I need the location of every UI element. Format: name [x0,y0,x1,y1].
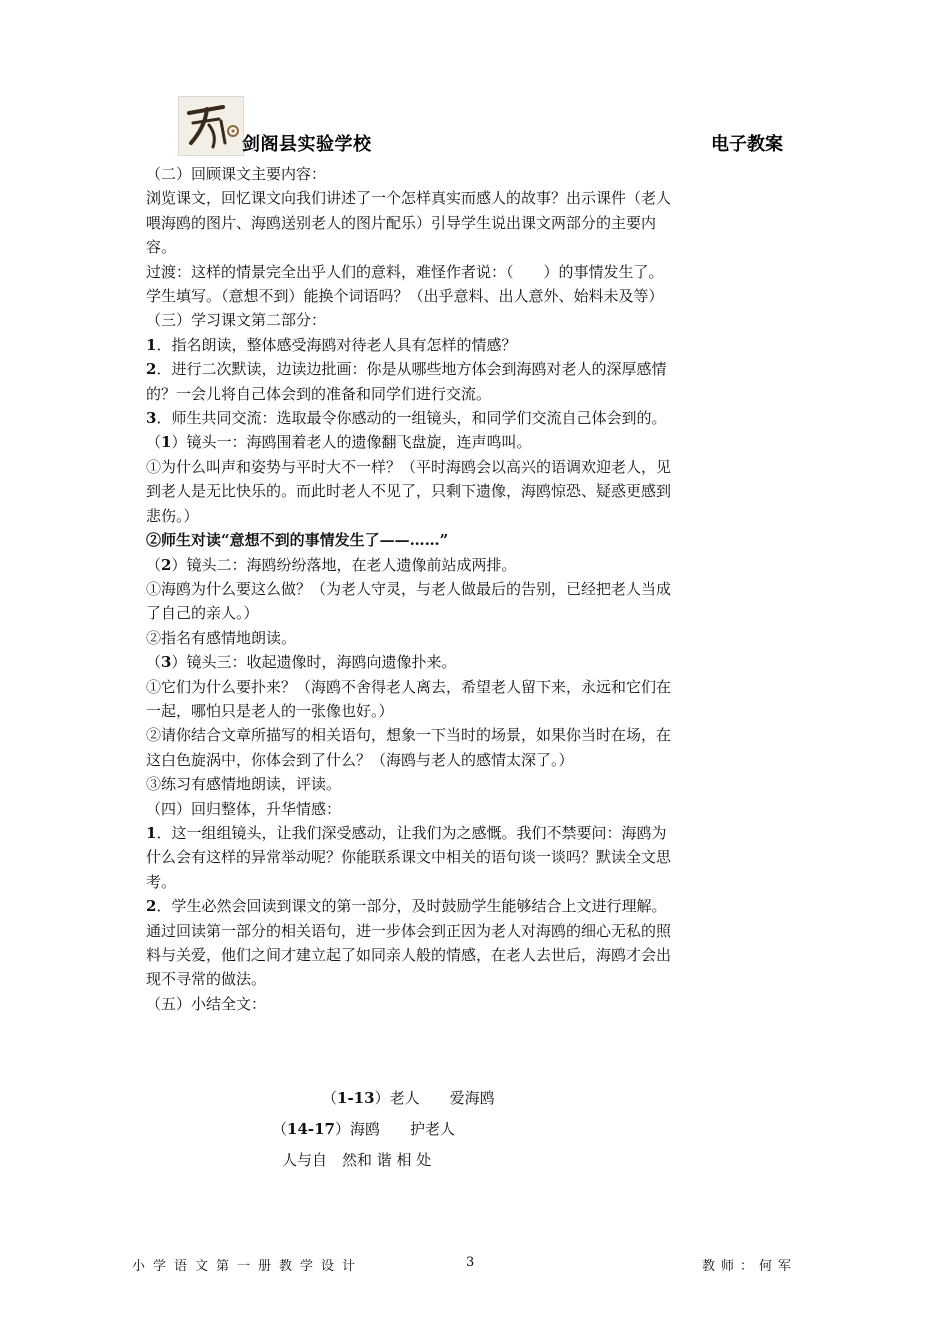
school-name: 剑阁县实验学校 [242,134,372,155]
footer-page-number: 3 [466,1255,475,1270]
paragraph: ③练习有感情地朗读，评读。 [146,775,342,794]
summary-line-3: 人与自 然和 谐 相 处 [282,1151,432,1169]
scene-item: （1）镜头一：海鸥围着老人的遗像翻飞盘旋，连声鸣叫。 [146,433,532,452]
paragraph: ②指名有感情地朗读。 [146,628,297,647]
footer-course: 小学语文第一册教学设计 [132,1259,364,1274]
school-logo [178,96,244,156]
paragraph: ①为什么叫声和姿势与平时大不一样？（平时海鸥会以高兴的语调欢迎老人，见到老人是无比快乐的。而此时老人不见了，只剩下遗像，海鸥惊恐、疑惑更感到悲伤。） [146,457,672,525]
paragraph: 浏览课文，回忆课文向我们讲述了一个怎样真实而感人的故事？出示课件（老人喂海鸥的图片、海鸥送别老人的图片配乐）引导学生说出课文两部分的主要内容。 [146,189,672,257]
summary-line-2: （14-17）海鸥 护老人 [272,1120,456,1138]
footer-teacher: 教师：何军 [702,1259,798,1274]
lesson-content [146,162,676,1016]
paragraph: ①它们为什么要扑来？（海鸥不舍得老人离去，希望老人留下来，永远和它们在一起，哪怕只是老人的一张像也好。） [146,677,672,720]
scene-item: （2）镜头二：海鸥纷纷落地，在老人遗像前站成两排。 [146,555,517,574]
paragraph: ②请你结合文章所描写的相关语句，想象一下当时的场景，如果你当时在场，在这白色旋涡中，你体会到了什么？（海鸥与老人的感情太深了。） [146,726,672,769]
paragraph: ②师生对读“意想不到的事情发生了——……” [146,531,449,550]
section-heading: （五）小结全文： [146,994,267,1013]
numbered-item: 1．这一组组镜头，让我们深受感动，让我们为之感慨。我们不禁要问：海鸥为什么会有这样的异常举动呢？你能联系课文中相关的语句谈一谈吗？默读全文思考。 [146,823,672,891]
numbered-item: 2．进行二次默读，边读边批画：你是从哪些地方体会到海鸥对老人的深厚感情的？一会儿将自己体会到的准备和同学们进行交流。 [146,360,667,403]
scene-item: （3）镜头三：收起遗像时，海鸥向遗像扑来。 [146,653,457,672]
section-heading: （四）回归整体，升华情感： [146,799,342,818]
numbered-item: 1．指名朗读，整体感受海鸥对待老人具有怎样的情感？ [146,335,517,354]
paragraph: 过渡：这样的情景完全出乎人们的意料，难怪作者说：（ ）的事情发生了。学生填写。（意想不到）能换个词语吗？（出乎意料、出人意外、始料未及等） [146,262,664,306]
summary-line-1: （1-13）老人 爱海鸥 [322,1089,495,1107]
numbered-item: 3．师生共同交流：选取最令你感动的一组镜头，和同学们交流自己体会到的。 [146,409,667,428]
section-heading: （二）回顾课文主要内容： [146,165,327,183]
section-heading: （三）学习课文第二部分： [146,311,327,330]
document-type: 电子教案 [711,134,783,155]
numbered-item: 2．学生必然会回读到课文的第一部分，及时鼓励学生能够结合上文进行理解。通过回读第一部分的相关语句，进一步体会到正因为老人对海鸥的细心无私的照料与关爱，他们之间才建立起了如同亲人般的情感，在老人去世后，海鸥才会出现不寻常的做法。 [146,897,672,989]
paragraph: ①海鸥为什么要这么做？（为老人守灵，与老人做最后的告别，已经把老人当成了自己的亲人。） [146,579,672,623]
